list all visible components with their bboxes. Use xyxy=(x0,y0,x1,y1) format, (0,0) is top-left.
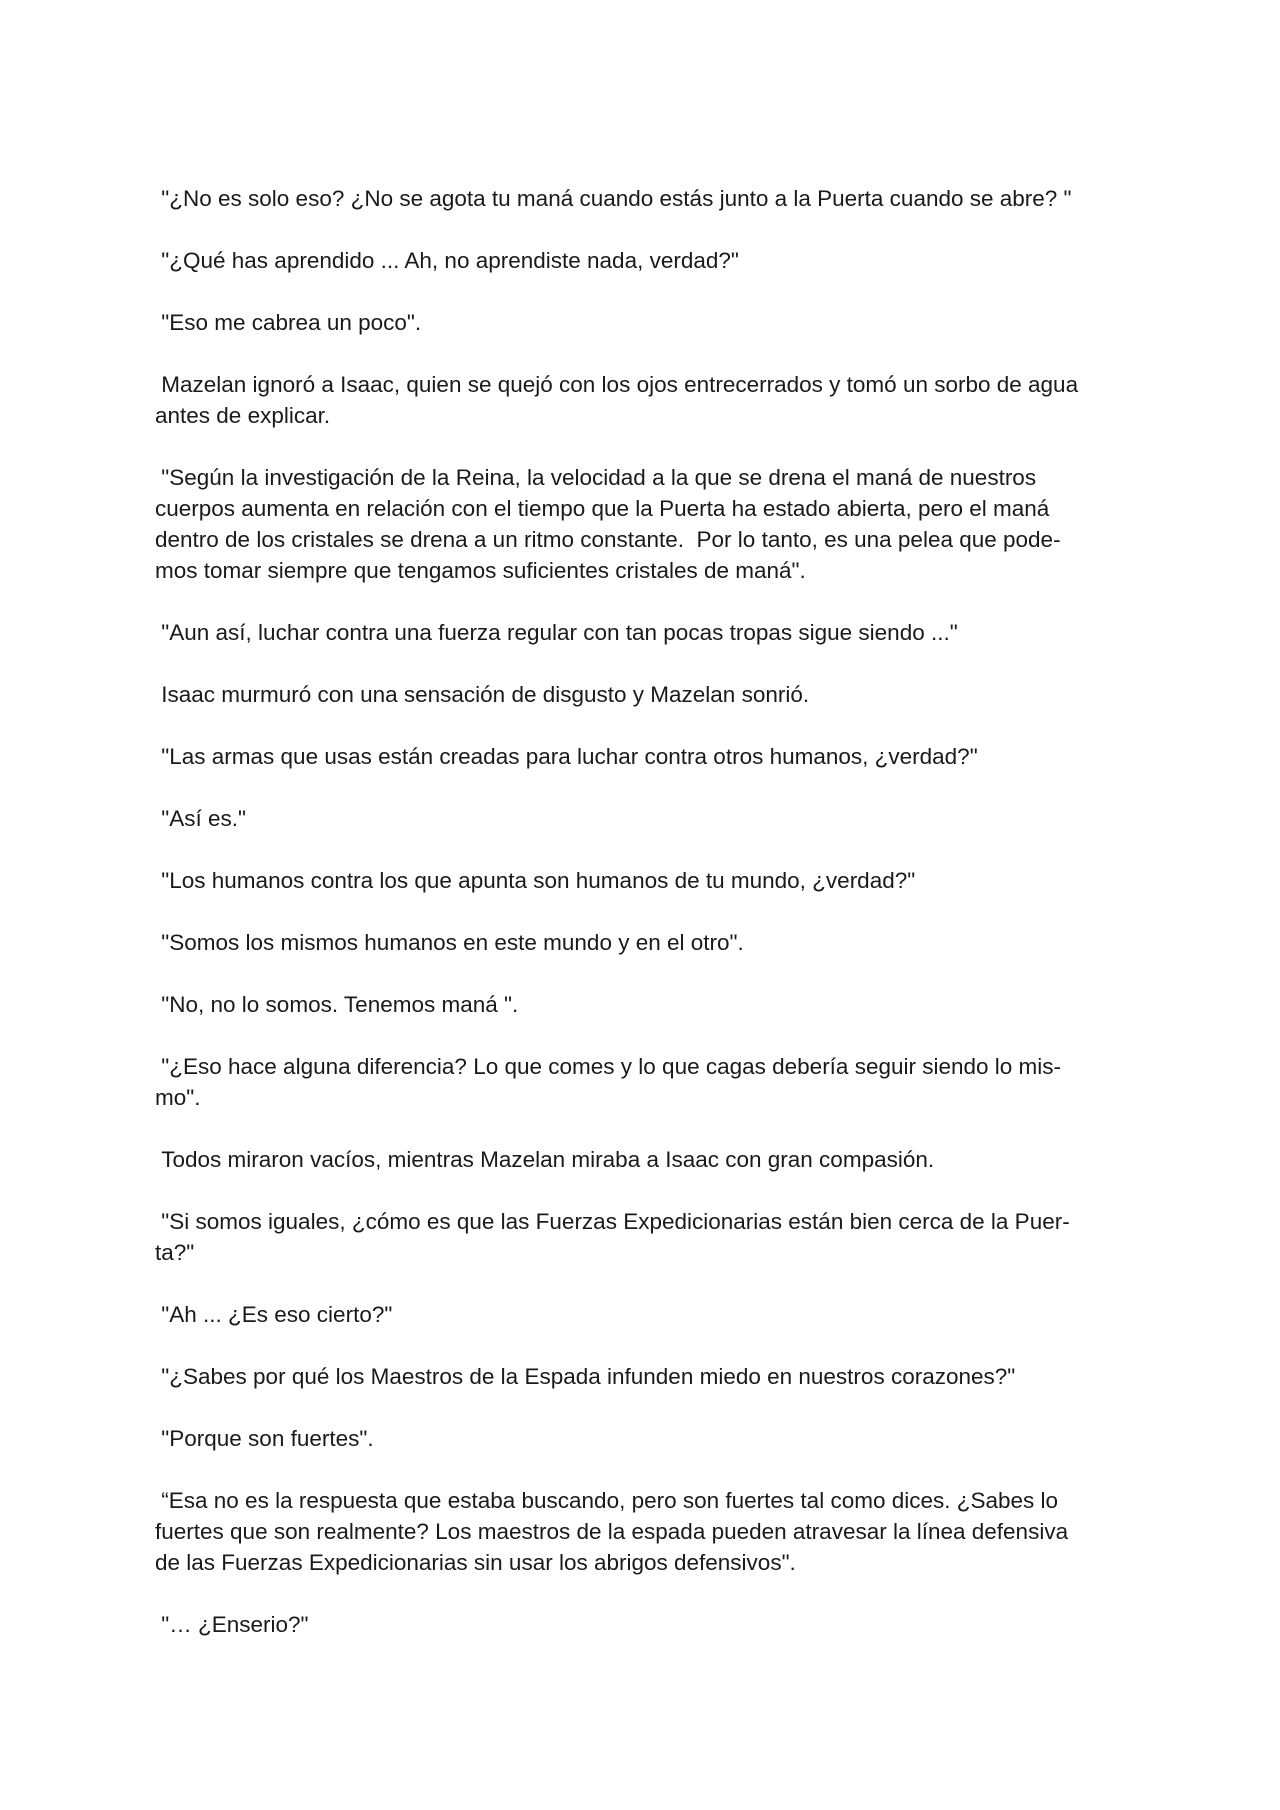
paragraph: "Si somos iguales, ¿cómo es que las Fuerzas Expedicionarias están bien cerca de la Puer- ta?" xyxy=(155,1209,1070,1265)
paragraph: "Así es." xyxy=(155,806,247,831)
paragraph: “Esa no es la respuesta que estaba buscando, pero son fuertes tal como dices. ¿Sabes lo fuertes que son realmente? Los maestros de la espada pueden atravesar la línea defensiva de las Fuerzas Expedicionarias sin usar los abrigos defensivos". xyxy=(155,1488,1069,1575)
document-body xyxy=(155,183,1145,1671)
paragraph: Mazelan ignoró a Isaac, quien se quejó con los ojos entrecerrados y tomó un sorbo de agua antes de explicar. xyxy=(155,372,1079,428)
paragraph: "Aun así, luchar contra una fuerza regular con tan pocas tropas sigue siendo ..." xyxy=(155,620,958,645)
paragraph: "Porque son fuertes". xyxy=(155,1426,374,1451)
paragraph: "Eso me cabrea un poco". xyxy=(155,310,422,335)
paragraph: "¿Sabes por qué los Maestros de la Espada infunden miedo en nuestros corazones?" xyxy=(155,1364,1016,1389)
paragraph: "Los humanos contra los que apunta son humanos de tu mundo, ¿verdad?" xyxy=(155,868,916,893)
paragraph: Todos miraron vacíos, mientras Mazelan miraba a Isaac con gran compasión. xyxy=(155,1147,935,1172)
paragraph: "Las armas que usas están creadas para luchar contra otros humanos, ¿verdad?" xyxy=(155,744,978,769)
paragraph: "Según la investigación de la Reina, la velocidad a la que se drena el maná de nuestros cuerpos aumenta en relación con el tiempo que la Puerta ha estado abierta, pero el maná dentro de los cristales se drena a un ritmo constante. Por lo tanto, es una pelea que pode- mos tomar siempre que tengamos suficientes cristales de maná". xyxy=(155,465,1061,583)
paragraph: "¿Qué has aprendido ... Ah, no aprendiste nada, verdad?" xyxy=(155,248,739,273)
paragraph: "Somos los mismos humanos en este mundo y en el otro". xyxy=(155,930,744,955)
paragraph: "¿No es solo eso? ¿No se agota tu maná cuando estás junto a la Puerta cuando se abre? " xyxy=(155,186,1072,211)
paragraph: "Ah ... ¿Es eso cierto?" xyxy=(155,1302,393,1327)
paragraph: "… ¿Enserio?" xyxy=(155,1612,309,1637)
paragraph: Isaac murmuró con una sensación de disgusto y Mazelan sonrió. xyxy=(155,682,810,707)
paragraph: "¿Eso hace alguna diferencia? Lo que comes y lo que cagas debería seguir siendo lo mis- mo". xyxy=(155,1054,1062,1110)
paragraph: "No, no lo somos. Tenemos maná ". xyxy=(155,992,519,1017)
